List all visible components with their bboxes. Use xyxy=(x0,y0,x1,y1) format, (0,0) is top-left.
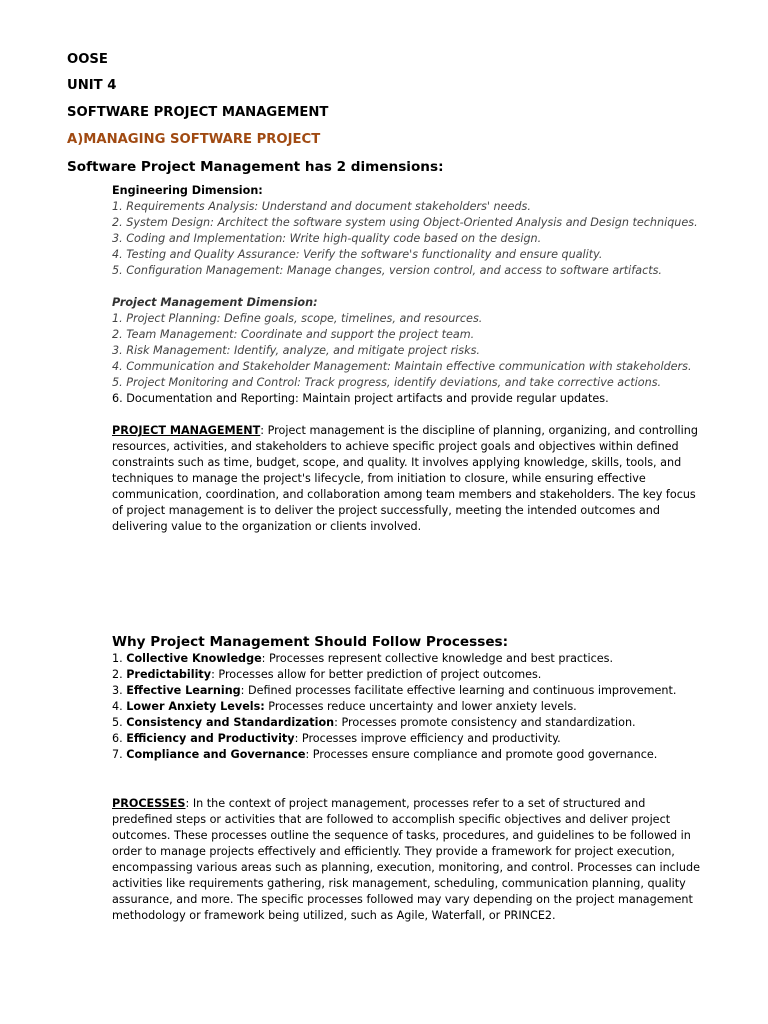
list-item: 2. Team Management: Coordinate and support the project team. xyxy=(112,328,475,341)
engineering-dimension-title: Engineering Dimension: xyxy=(112,184,263,197)
item-number: 5. xyxy=(112,716,127,729)
pm-dimension-title: Project Management Dimension: xyxy=(112,296,318,309)
pm-dimension-list xyxy=(112,311,704,407)
item-number: 4. xyxy=(112,700,127,713)
item-desc: : Processes represent collective knowledge and best practices. xyxy=(261,652,614,665)
list-item: 5. Configuration Management: Manage changes, version control, and access to software artifacts. xyxy=(112,264,662,277)
processes-block xyxy=(112,796,704,924)
engineering-list xyxy=(112,199,704,279)
list-item: 6. Documentation and Reporting: Maintain project artifacts and provide regular updates. xyxy=(112,392,609,405)
item-desc: Processes reduce uncertainty and lower anxiety levels. xyxy=(264,700,577,713)
project-management-paragraph xyxy=(112,423,704,535)
processes-text: : In the context of project management, processes refer to a set of structured and predefined steps or activities that are followed to accomplish specific objectives and deliver project outcomes. These processes outline the sequence of tasks, procedures, and guidelines to be followed in order to manage projects effectively and efficiently. They provide a framework for project execution, encompassing various areas such as planning, execution, monitoring, and control. Processes can include activities like requirements gathering, risk management, scheduling, communication planning, quality assurance, and more. The specific processes followed may vary depending on the project management methodology or framework being utilized, such as Agile, Waterfall, or PRINCE2. xyxy=(112,797,700,922)
item-desc: : Processes allow for better prediction of project outcomes. xyxy=(211,668,542,681)
spacer xyxy=(112,407,704,423)
item-term: Effective Learning xyxy=(126,684,241,697)
list-item: 5. Project Monitoring and Control: Track progress, identify deviations, and take corrective actions. xyxy=(112,376,662,389)
spacer xyxy=(112,535,704,551)
course-title: OOSE xyxy=(67,52,108,67)
list-item: 3. Risk Management: Identify, analyze, and mitigate project risks. xyxy=(112,344,480,357)
item-number: 1. xyxy=(112,652,127,665)
list-item xyxy=(112,699,704,715)
item-number: 3. xyxy=(112,684,127,697)
list-item: 1. Requirements Analysis: Understand and document stakeholders' needs. xyxy=(112,200,531,213)
unit-title: UNIT 4 xyxy=(67,78,117,93)
item-number: 2. xyxy=(112,668,127,681)
why-title: Why Project Management Should Follow Processes: xyxy=(112,634,509,650)
item-desc: : Processes improve efficiency and productivity. xyxy=(294,732,561,745)
item-term: Predictability xyxy=(126,668,212,681)
item-term: Consistency and Standardization xyxy=(126,716,335,729)
dimensions-block xyxy=(112,183,704,551)
item-term: Compliance and Governance xyxy=(126,748,306,761)
item-term: Collective Knowledge xyxy=(126,652,262,665)
list-item: 1. Project Planning: Define goals, scope, timelines, and resources. xyxy=(112,312,483,325)
subject-title: SOFTWARE PROJECT MANAGEMENT xyxy=(67,105,329,120)
item-desc: : Processes ensure compliance and promote good governance. xyxy=(305,748,658,761)
processes-label: PROCESSES xyxy=(112,797,186,810)
list-item xyxy=(112,731,704,747)
project-management-label: PROJECT MANAGEMENT xyxy=(112,424,261,437)
list-item: 4. Testing and Quality Assurance: Verify the software's functionality and ensure quality. xyxy=(112,248,603,261)
item-number: 6. xyxy=(112,732,127,745)
why-list xyxy=(112,651,704,763)
processes-paragraph xyxy=(112,796,704,924)
list-item xyxy=(112,667,704,683)
list-item: 4. Communication and Stakeholder Management: Maintain effective communication with stakeholders. xyxy=(112,360,692,373)
why-block xyxy=(112,633,704,763)
list-item xyxy=(112,715,704,731)
dimensions-intro: Software Project Management has 2 dimensions: xyxy=(67,159,444,175)
item-term: Lower Anxiety Levels: xyxy=(126,700,265,713)
item-desc: : Defined processes facilitate effective learning and continuous improvement. xyxy=(240,684,677,697)
item-number: 7. xyxy=(112,748,127,761)
item-desc: : Processes promote consistency and standardization. xyxy=(334,716,636,729)
list-item xyxy=(112,651,704,667)
list-item xyxy=(112,683,704,699)
spacer xyxy=(112,279,704,295)
list-item: 3. Coding and Implementation: Write high-quality code based on the design. xyxy=(112,232,542,245)
project-management-text: : Project management is the discipline of planning, organizing, and controlling resources, activities, and stakeholders to achieve specific project goals and objectives within defined constraints such as time, budget, scope, and quality. It involves applying knowledge, skills, tools, and techniques to manage the project's lifecycle, from initiation to closure, while ensuring effective communication, coordination, and collaboration among team members and stakeholders. The key focus of project management is to deliver the project successfully, meeting the intended outcomes and delivering value to the organization or clients involved. xyxy=(112,424,698,533)
list-item xyxy=(112,747,704,763)
section-heading: A)MANAGING SOFTWARE PROJECT xyxy=(67,132,321,147)
item-term: Efficiency and Productivity xyxy=(126,732,295,745)
list-item: 2. System Design: Architect the software system using Object-Oriented Analysis and Design techniques. xyxy=(112,216,698,229)
